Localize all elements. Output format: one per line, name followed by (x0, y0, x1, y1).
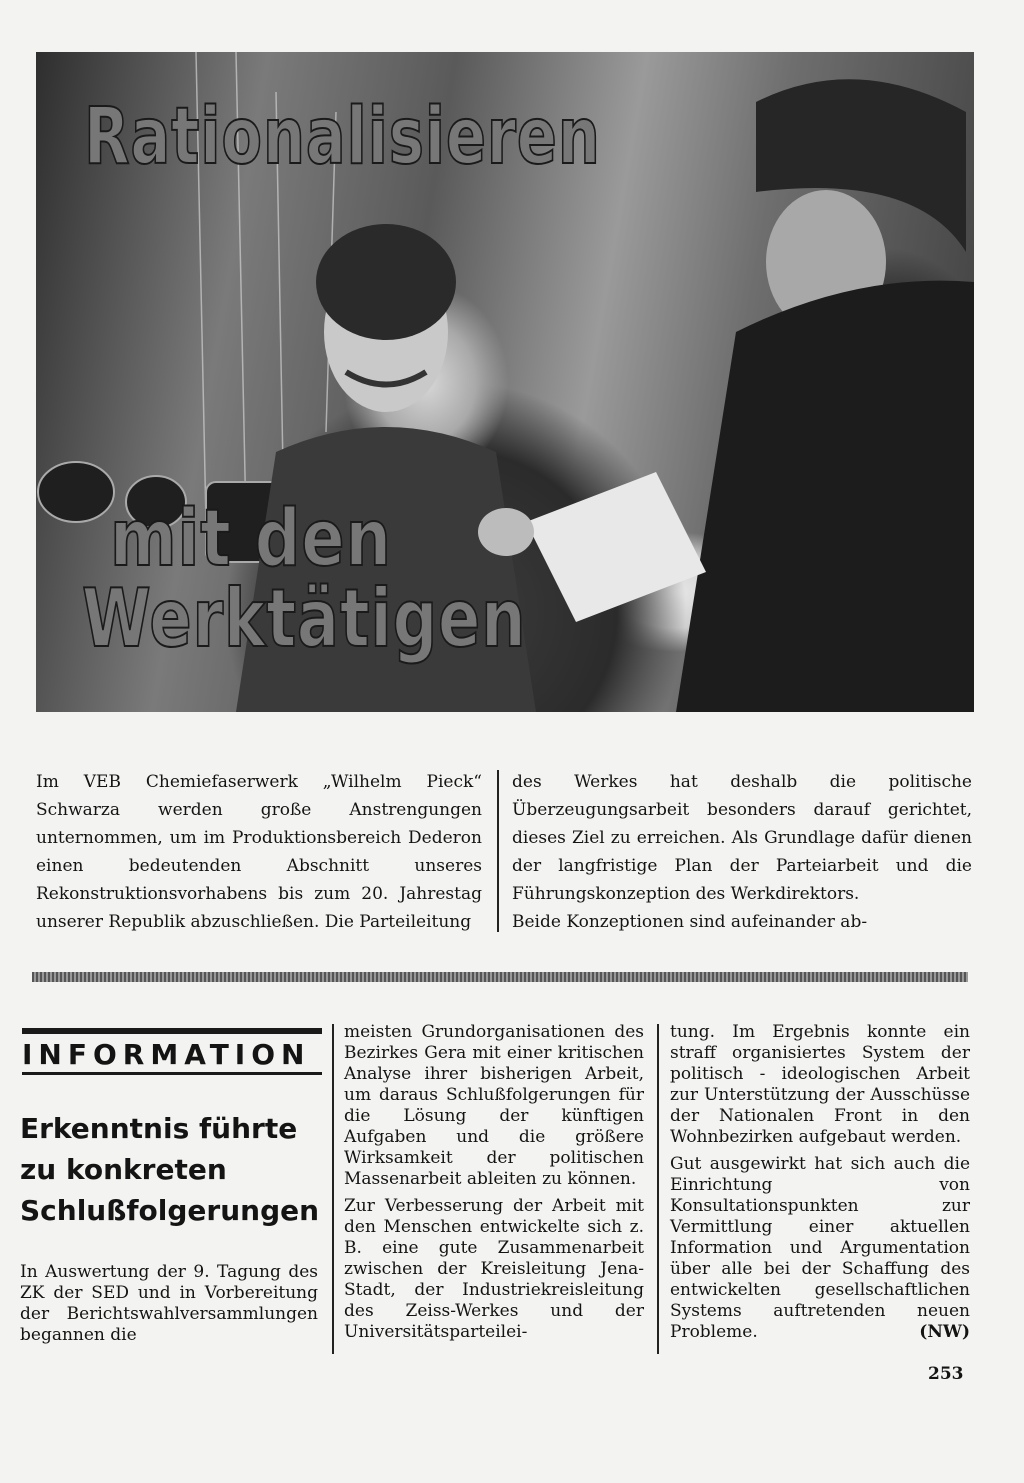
column-divider (332, 1024, 334, 1354)
article-paragraph: Gut ausgewirkt hat sich auch die Einrichtung von Konsultationspunkten zur Vermittlung einer aktuellen Information und Argumentation über alle bei der Schaffung des entwickelten gesellschaftlichen Systems auftretenden neuen Probleme. (670, 1154, 970, 1342)
headline-line-1: Rationalisieren (84, 92, 601, 182)
headline-line: zu konkreten (20, 1153, 227, 1186)
factory-workers-photo (36, 52, 974, 712)
column-divider (657, 1024, 659, 1354)
section-label: INFORMATION (22, 1028, 322, 1075)
intro-right-paragraph-2: Beide Konzeptionen sind aufeinander ab- (512, 912, 868, 932)
article-paragraph: Zur Verbesserung der Arbeit mit den Menschen entwickelte sich z. B. eine gute Zusammenarbeit zwischen der Kreisleitung Jena-Stadt, der Industriekreisleitung des Zeiss-Werkes und der Universitätsparteilei- (344, 1196, 644, 1342)
headline-line: Erkenntnis führte (20, 1112, 298, 1145)
article-column-3 (670, 1022, 970, 1343)
article-column-1 (20, 1262, 318, 1346)
intro-left-column: Im VEB Chemiefaserwerk „Wilhelm Pieck“ Schwarza werden große Anstrengungen unternommen, um im Produktionsbereich Dederon einen bedeutenden Abschnitt unseres Rekonstruktionsvorhabens bis zum 20. Jahrestag unserer Republik abzuschließen. Die Parteileitung (36, 772, 482, 932)
column-divider (497, 770, 499, 932)
article-paragraph: tung. Im Ergebnis konnte ein straff organisiertes System der politisch - ideologischen Arbeit zur Unterstützung der Ausschüsse der Nationalen Front in den Wohnbezirken aufgebaut werden. (670, 1022, 970, 1147)
article-paragraph: meisten Grundorganisationen des Bezirkes Gera mit einer kritischen Analyse ihrer bisherigen Arbeit, um daraus Schlußfolgerungen für die Lösung der künftigen Aufgaben und die größere Wirksamkeit der politischen Massenarbeit ableiten zu können. (344, 1022, 644, 1189)
section-divider (32, 972, 968, 982)
article-headline (20, 1108, 320, 1231)
headline-line-3: Werktätigen (82, 572, 527, 665)
intro-right-column (512, 768, 972, 936)
intro-right-paragraph: des Werkes hat deshalb die politische Überzeugungsarbeit besonders darauf gerichtet, dieses Ziel zu erreichen. Als Grundlage dafür dienen der langfristige Plan der Parteiarbeit und die Führungskonzeption des Werkdirektors. (512, 772, 972, 904)
article-paragraph: In Auswertung der 9. Tagung des ZK der SED und in Vorbereitung der Berichtswahlversammlungen begannen die (20, 1262, 318, 1345)
headline-line: Schlußfolgerungen (20, 1194, 320, 1227)
headline-line-2: mit den (110, 494, 392, 584)
page-number: 253 (928, 1364, 964, 1384)
author-signature: (NW) (919, 1322, 970, 1342)
article-column-2 (344, 1022, 644, 1343)
